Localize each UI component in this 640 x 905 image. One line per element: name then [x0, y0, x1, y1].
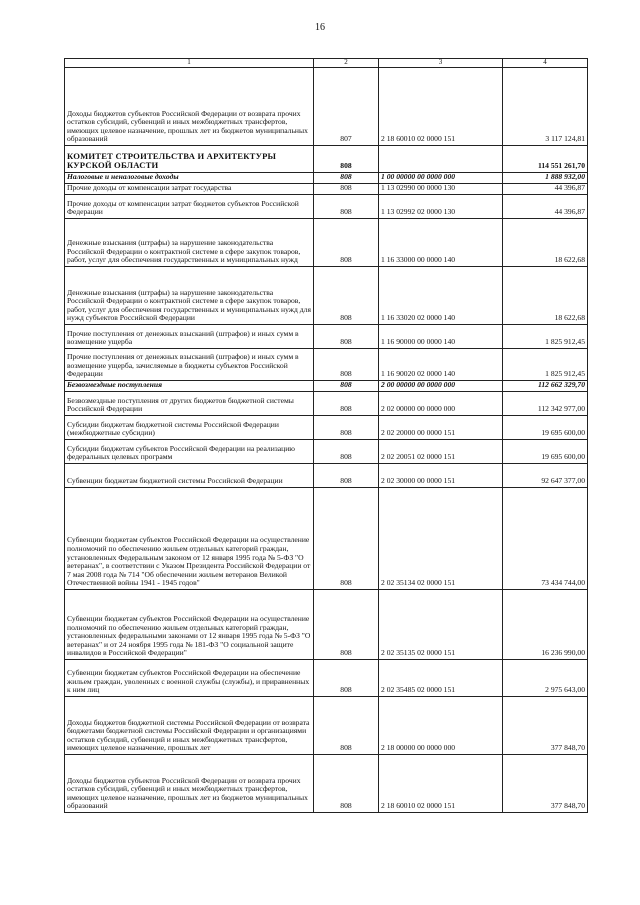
revenue-table — [64, 58, 588, 813]
table-header-row — [65, 59, 588, 68]
row-code-cell: 808 — [314, 590, 379, 660]
row-kbk-cell: 1 13 02992 02 0000 130 — [379, 195, 503, 219]
table-row — [65, 219, 588, 267]
row-kbk-cell: 1 16 33000 00 0000 140 — [379, 219, 503, 267]
table-row — [65, 416, 588, 440]
row-code-cell: 808 — [314, 660, 379, 697]
row-code-cell: 808 — [314, 488, 379, 590]
row-amount-cell: 114 551 261,70 — [503, 146, 588, 173]
row-kbk-cell: 2 02 35134 02 0000 151 — [379, 488, 503, 590]
row-name-cell: Субвенции бюджетам бюджетной системы Российской Федерации — [65, 464, 314, 488]
row-amount-cell: 377 848,70 — [503, 755, 588, 813]
row-amount-cell: 44 396,87 — [503, 195, 588, 219]
row-amount-cell: 377 848,70 — [503, 697, 588, 755]
table-row — [65, 381, 588, 392]
row-code-cell: 808 — [314, 173, 379, 184]
row-kbk-cell: 2 02 20000 00 0000 151 — [379, 416, 503, 440]
row-code-cell: 808 — [314, 392, 379, 416]
row-kbk-cell: 2 18 00000 00 0000 000 — [379, 697, 503, 755]
row-code-cell: 808 — [314, 349, 379, 381]
row-kbk-cell: 2 02 30000 00 0000 151 — [379, 464, 503, 488]
row-code-cell: 808 — [314, 219, 379, 267]
column-header: 1 — [65, 59, 314, 68]
row-kbk-cell: 1 16 90020 02 0000 140 — [379, 349, 503, 381]
table-row — [65, 464, 588, 488]
table-body — [65, 59, 588, 813]
row-amount-cell: 1 825 912,45 — [503, 349, 588, 381]
table-row — [65, 440, 588, 464]
row-name-cell: Безвозмездные поступления от других бюджетов бюджетной системы Российской Федерации — [65, 392, 314, 416]
table-row — [65, 325, 588, 349]
row-kbk-cell: 1 16 90000 00 0000 140 — [379, 325, 503, 349]
row-name-cell: Прочие доходы от компенсации затрат государства — [65, 184, 314, 195]
row-name-cell: Субвенции бюджетам субъектов Российской Федерации на осуществление полномочий по обеспечению жильем отдельных категорий граждан, установленных федеральными законами от 12 января 1995 года № 5-ФЗ "О ветеранах" и от 24 ноября 1995 года № 181-ФЗ "О социальной защите инвалидов в Российской Федерации" — [65, 590, 314, 660]
row-name-cell: Денежные взыскания (штрафы) за нарушение законодательства Российской Федерации о контрактной системе в сфере закупок товаров, работ, услуг для обеспечения государственных и муниципальных нужд для нужд субъектов Российской Федерации — [65, 267, 314, 325]
row-amount-cell: 18 622,68 — [503, 267, 588, 325]
row-name-cell: Денежные взыскания (штрафы) за нарушение законодательства Российской Федерации о контрактной системе в сфере закупок товаров, работ, услуг для обеспечения государственных и муниципальных нужд — [65, 219, 314, 267]
table-row — [65, 488, 588, 590]
row-name-cell: Субсидии бюджетам бюджетной системы Российской Федерации (межбюджетные субсидии) — [65, 416, 314, 440]
row-code-cell: 808 — [314, 464, 379, 488]
column-header: 3 — [379, 59, 503, 68]
row-name-cell: Доходы бюджетов субъектов Российской Федерации от возврата прочих остатков субсидий, субвенций и иных межбюджетных трансфертов, имеющих целевое назначение, прошлых лет из бюджетов муниципальных образований — [65, 755, 314, 813]
row-amount-cell: 73 434 744,00 — [503, 488, 588, 590]
row-amount-cell: 1 888 932,00 — [503, 173, 588, 184]
row-kbk-cell: 1 13 02990 00 0000 130 — [379, 184, 503, 195]
table-row — [65, 146, 588, 173]
row-kbk-cell: 1 16 33020 02 0000 140 — [379, 267, 503, 325]
row-kbk-cell: 2 02 35485 02 0000 151 — [379, 660, 503, 697]
row-amount-cell: 112 662 329,70 — [503, 381, 588, 392]
row-kbk-cell: 2 02 00000 00 0000 000 — [379, 392, 503, 416]
row-code-cell: 808 — [314, 195, 379, 219]
row-amount-cell: 92 647 377,00 — [503, 464, 588, 488]
row-name-cell: Доходы бюджетов субъектов Российской Федерации от возврата прочих остатков субсидий, субвенций и иных межбюджетных трансфертов, имеющих целевое назначение, прошлых лет из бюджетов муниципальных образований — [65, 68, 314, 146]
table-row — [65, 392, 588, 416]
row-amount-cell: 18 622,68 — [503, 219, 588, 267]
row-kbk-cell: 2 00 00000 00 0000 000 — [379, 381, 503, 392]
row-code-cell: 808 — [314, 440, 379, 464]
row-amount-cell: 16 236 990,00 — [503, 590, 588, 660]
row-code-cell: 808 — [314, 325, 379, 349]
row-name-cell: Прочие поступления от денежных взысканий (штрафов) и иных сумм в возмещение ущерба — [65, 325, 314, 349]
row-name-cell: Субвенции бюджетам субъектов Российской Федерации на осуществление полномочий по обеспечению жильем отдельных категорий граждан, установленных Федеральным законом от 12 января 1995 года № 5-ФЗ "О ветеранах", в соответствии с Указом Президента Российской Федерации от 7 мая 2008 года № 714 "Об обеспечении жильем ветеранов Великой Отечественной войны 1941 - 1945 годов" — [65, 488, 314, 590]
table-row — [65, 349, 588, 381]
row-kbk-cell: 2 02 35135 02 0000 151 — [379, 590, 503, 660]
row-amount-cell: 19 695 600,00 — [503, 416, 588, 440]
page-number: 16 — [315, 22, 325, 33]
row-name-cell: Налоговые и неналоговые доходы — [65, 173, 314, 184]
row-kbk-cell: 2 02 20051 02 0000 151 — [379, 440, 503, 464]
row-name-cell: Доходы бюджетов бюджетной системы Российской Федерации от возврата бюджетами бюджетной системы Российской Федерации и организациями остатков субсидий, субвенций и иных межбюджетных трансфертов, имеющих целевое назначение, прошлых лет — [65, 697, 314, 755]
row-code-cell: 808 — [314, 697, 379, 755]
table-row — [65, 660, 588, 697]
row-name-cell: Субвенции бюджетам субъектов Российской Федерации на обеспечение жильем граждан, уволенных с военной службы (службы), и приравненных к ним лиц — [65, 660, 314, 697]
table-row — [65, 173, 588, 184]
row-code-cell: 807 — [314, 68, 379, 146]
row-name-cell: Прочие доходы от компенсации затрат бюджетов субъектов Российской Федерации — [65, 195, 314, 219]
row-code-cell: 808 — [314, 184, 379, 195]
row-amount-cell: 1 825 912,45 — [503, 325, 588, 349]
table-row — [65, 195, 588, 219]
row-name-cell: Прочие поступления от денежных взысканий (штрафов) и иных сумм в возмещение ущерба, зачисляемые в бюджеты субъектов Российской Федерации — [65, 349, 314, 381]
row-code-cell: 808 — [314, 267, 379, 325]
row-kbk-cell — [379, 146, 503, 173]
table-row — [65, 590, 588, 660]
row-kbk-cell: 2 18 60010 02 0000 151 — [379, 755, 503, 813]
row-amount-cell: 112 342 977,00 — [503, 392, 588, 416]
row-amount-cell: 2 975 643,00 — [503, 660, 588, 697]
row-amount-cell: 44 396,87 — [503, 184, 588, 195]
row-name-cell: Субсидии бюджетам субъектов Российской Федерации на реализацию федеральных целевых программ — [65, 440, 314, 464]
row-name-cell: КОМИТЕТ СТРОИТЕЛЬСТВА И АРХИТЕКТУРЫ КУРСКОЙ ОБЛАСТИ — [65, 146, 314, 173]
row-code-cell: 808 — [314, 146, 379, 173]
row-name-cell: Безвозмездные поступления — [65, 381, 314, 392]
table-row — [65, 755, 588, 813]
table-row — [65, 697, 588, 755]
row-kbk-cell: 1 00 00000 00 0000 000 — [379, 173, 503, 184]
row-amount-cell: 3 117 124,81 — [503, 68, 588, 146]
table-row — [65, 184, 588, 195]
row-kbk-cell: 2 18 60010 02 0000 151 — [379, 68, 503, 146]
row-amount-cell: 19 695 600,00 — [503, 440, 588, 464]
row-code-cell: 808 — [314, 755, 379, 813]
column-header: 2 — [314, 59, 379, 68]
row-code-cell: 808 — [314, 416, 379, 440]
column-header: 4 — [503, 59, 588, 68]
table-row — [65, 68, 588, 146]
row-code-cell: 808 — [314, 381, 379, 392]
table-row — [65, 267, 588, 325]
